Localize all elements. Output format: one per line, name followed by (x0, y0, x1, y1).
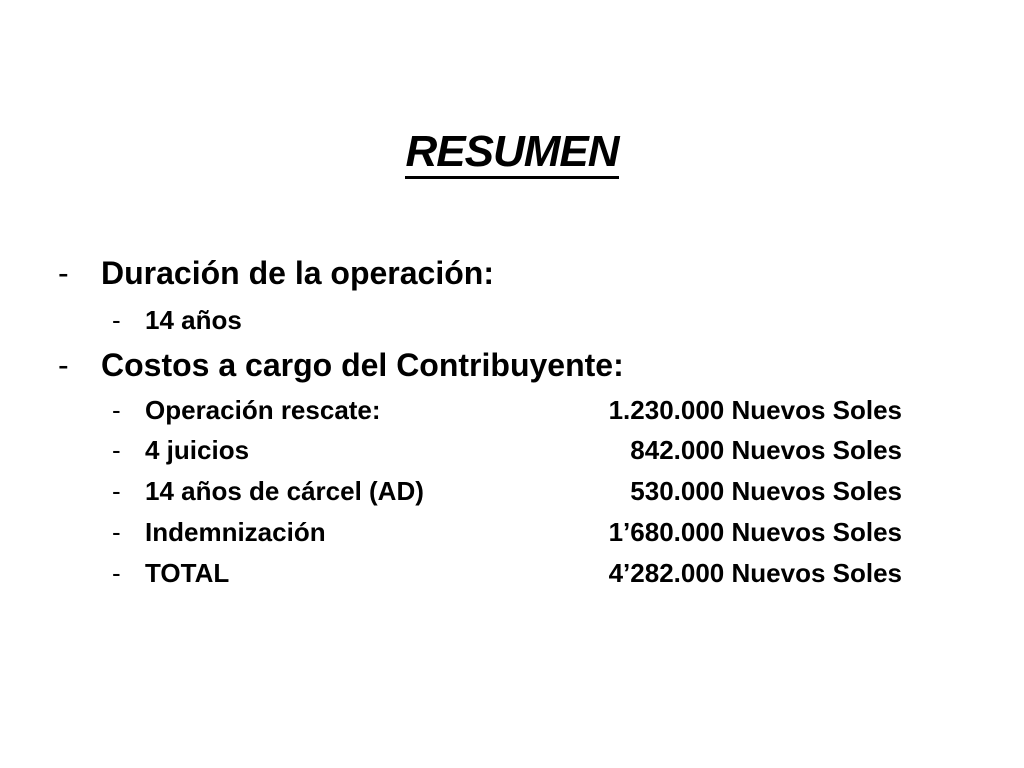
list-item-duration (112, 304, 902, 336)
bullet-dash: - (112, 558, 121, 588)
cost-row-compensation (112, 516, 902, 548)
slide-title (0, 124, 1024, 180)
cost-label: Operación rescate: (145, 395, 381, 425)
bullet-dash: - (58, 347, 69, 383)
item-label: 14 años (145, 305, 242, 335)
slide-title-text: RESUMEN (405, 127, 618, 179)
cost-label: 4 juicios (145, 435, 250, 465)
cost-label: 14 años de cárcel (AD) (145, 476, 424, 506)
cost-row-rescue (112, 394, 902, 426)
cost-amount: 1’680.000 Nuevos Soles (608, 517, 902, 547)
cost-amount: 1.230.000 Nuevos Soles (608, 395, 902, 425)
bullet-dash: - (112, 517, 121, 547)
cost-row-trials (112, 434, 902, 466)
cost-label: Indemnización (145, 517, 326, 547)
bullet-dash: - (112, 435, 121, 465)
section-heading-text: Duración de la operación: (101, 255, 494, 291)
cost-amount: 4’282.000 Nuevos Soles (608, 558, 902, 588)
cost-amount: 842.000 Nuevos Soles (630, 435, 902, 465)
cost-amount: 530.000 Nuevos Soles (630, 476, 902, 506)
bullet-dash: - (112, 395, 121, 425)
bullet-dash: - (112, 305, 121, 335)
cost-row-total (112, 557, 902, 589)
bullet-dash: - (112, 476, 121, 506)
cost-row-prison (112, 475, 902, 507)
bullet-dash: - (58, 255, 69, 291)
cost-label: TOTAL (145, 558, 230, 588)
section-heading-text: Costos a cargo del Contribuyente: (101, 347, 624, 383)
